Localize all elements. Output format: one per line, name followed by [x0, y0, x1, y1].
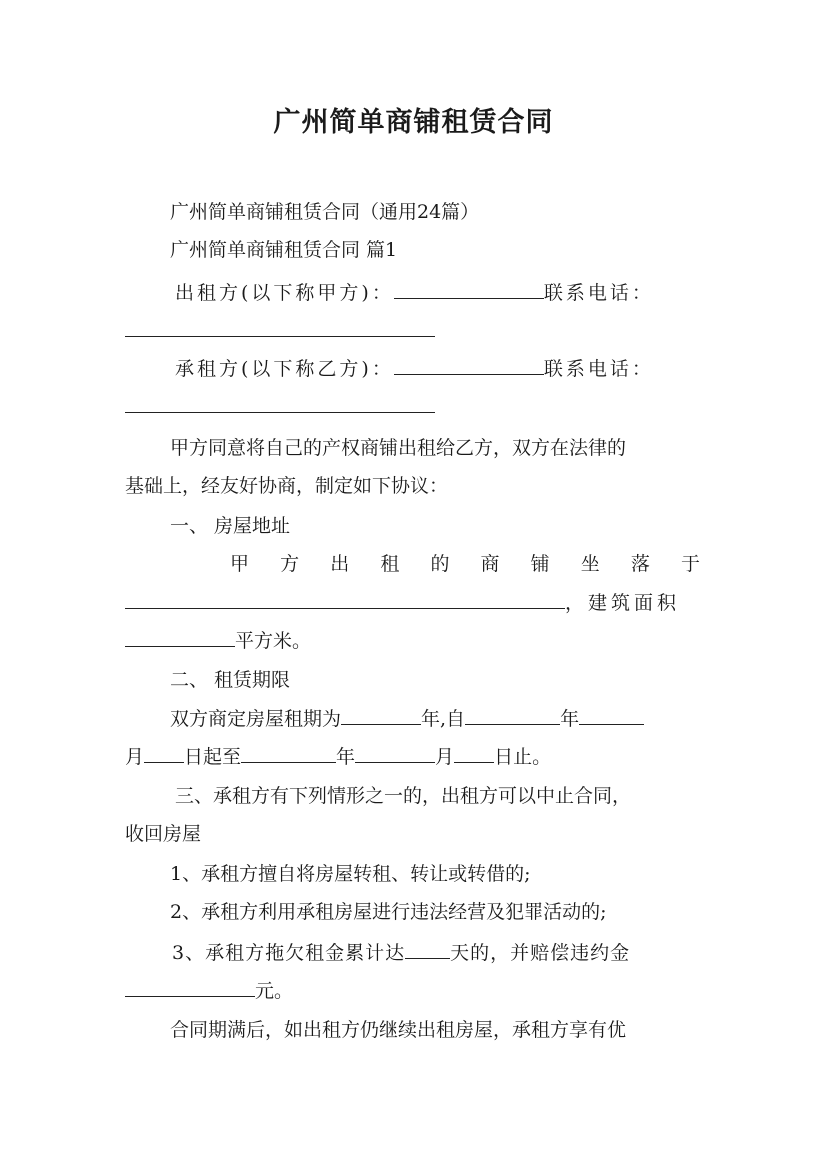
penalty-line [125, 978, 705, 1003]
address-char: 方 [280, 553, 300, 575]
intro-line-2: 基础上，经友好协商，制定如下协议： [125, 475, 449, 497]
document-title: 广州简单商铺租赁合同 [273, 107, 554, 138]
lessee-line [175, 356, 755, 381]
clause-text: 元。 [255, 980, 294, 1002]
end-year-blank [241, 744, 336, 763]
start-day-blank [144, 744, 184, 763]
lessor-line [175, 280, 755, 305]
days-blank [405, 940, 450, 959]
lessee-phone-blank [125, 394, 435, 413]
term-text: 日止。 [494, 746, 552, 768]
address-char: 坐 [580, 553, 600, 575]
term-text: 日起至 [184, 746, 242, 768]
clause-item-2: 2、承租方利用承租房屋进行违法经营及犯罪活动的; [170, 901, 607, 923]
term-text: 年,自 [421, 708, 466, 730]
intro-line-1: 甲方同意将自己的产权商铺出租给乙方，双方在法律的 [170, 437, 627, 459]
address-blank-line [125, 590, 705, 615]
address-char: 甲 [230, 553, 250, 575]
term-text: 双方商定房屋租期为 [170, 708, 342, 730]
address-char: 铺 [530, 553, 550, 575]
lessee-phone-line [125, 394, 705, 419]
start-month-blank [579, 706, 644, 725]
lessee-name-blank [394, 356, 544, 375]
term-text: 年 [336, 746, 356, 768]
clause-text: 3、承租方拖欠租金累计达 [172, 942, 406, 964]
address-char: 商 [480, 553, 500, 575]
end-month-blank [355, 744, 435, 763]
clause-item-1: 1、承租方擅自将房屋转租、转让或转借的; [170, 863, 531, 885]
area-label: ，建筑面积 [565, 592, 681, 614]
address-char: 租 [380, 553, 400, 575]
area-line [125, 628, 705, 653]
area-unit: 平方米。 [235, 630, 312, 652]
lessor-phone-label: 联系电话： [543, 282, 654, 304]
address-blank [125, 590, 565, 609]
lessor-phone-line [125, 318, 705, 343]
renewal-line: 合同期满后，如出租方仍继续出租房屋，承租方享有优 [170, 1019, 627, 1041]
address-char: 的 [430, 553, 450, 575]
end-day-blank [454, 744, 494, 763]
penalty-blank [125, 978, 255, 997]
term-years-blank [341, 706, 421, 725]
area-blank [125, 628, 235, 647]
address-char: 出 [330, 553, 350, 575]
address-char: 于 [680, 553, 700, 575]
section-2-title: 二、 租赁期限 [170, 669, 291, 691]
address-char: 落 [630, 553, 650, 575]
section-3-line-1: 三、承租方有下列情形之一的，出租方可以中止合同， [175, 785, 632, 807]
lessor-label: 出租方(以下称甲方)： [175, 282, 394, 304]
lessee-phone-label: 联系电话： [543, 358, 654, 380]
clause-item-3 [172, 940, 752, 965]
term-text: 月 [435, 746, 455, 768]
term-text: 年 [560, 708, 580, 730]
lessor-phone-blank [125, 318, 435, 337]
section-1-title: 一、 房屋地址 [170, 515, 291, 537]
start-year-blank [465, 706, 560, 725]
clause-text: 天的，并赔偿违约金 [450, 942, 631, 964]
section-1-address-line [230, 552, 700, 576]
term-text: 月 [125, 746, 145, 768]
term-line-1 [170, 706, 750, 731]
section-heading: 广州简单商铺租赁合同 篇1 [170, 239, 398, 261]
subtitle: 广州简单商铺租赁合同（通用24篇） [170, 201, 480, 223]
section-3-line-2: 收回房屋 [125, 823, 202, 845]
lessee-label: 承租方(以下称乙方)： [175, 358, 394, 380]
term-line-2 [125, 744, 705, 769]
lessor-name-blank [394, 280, 544, 299]
